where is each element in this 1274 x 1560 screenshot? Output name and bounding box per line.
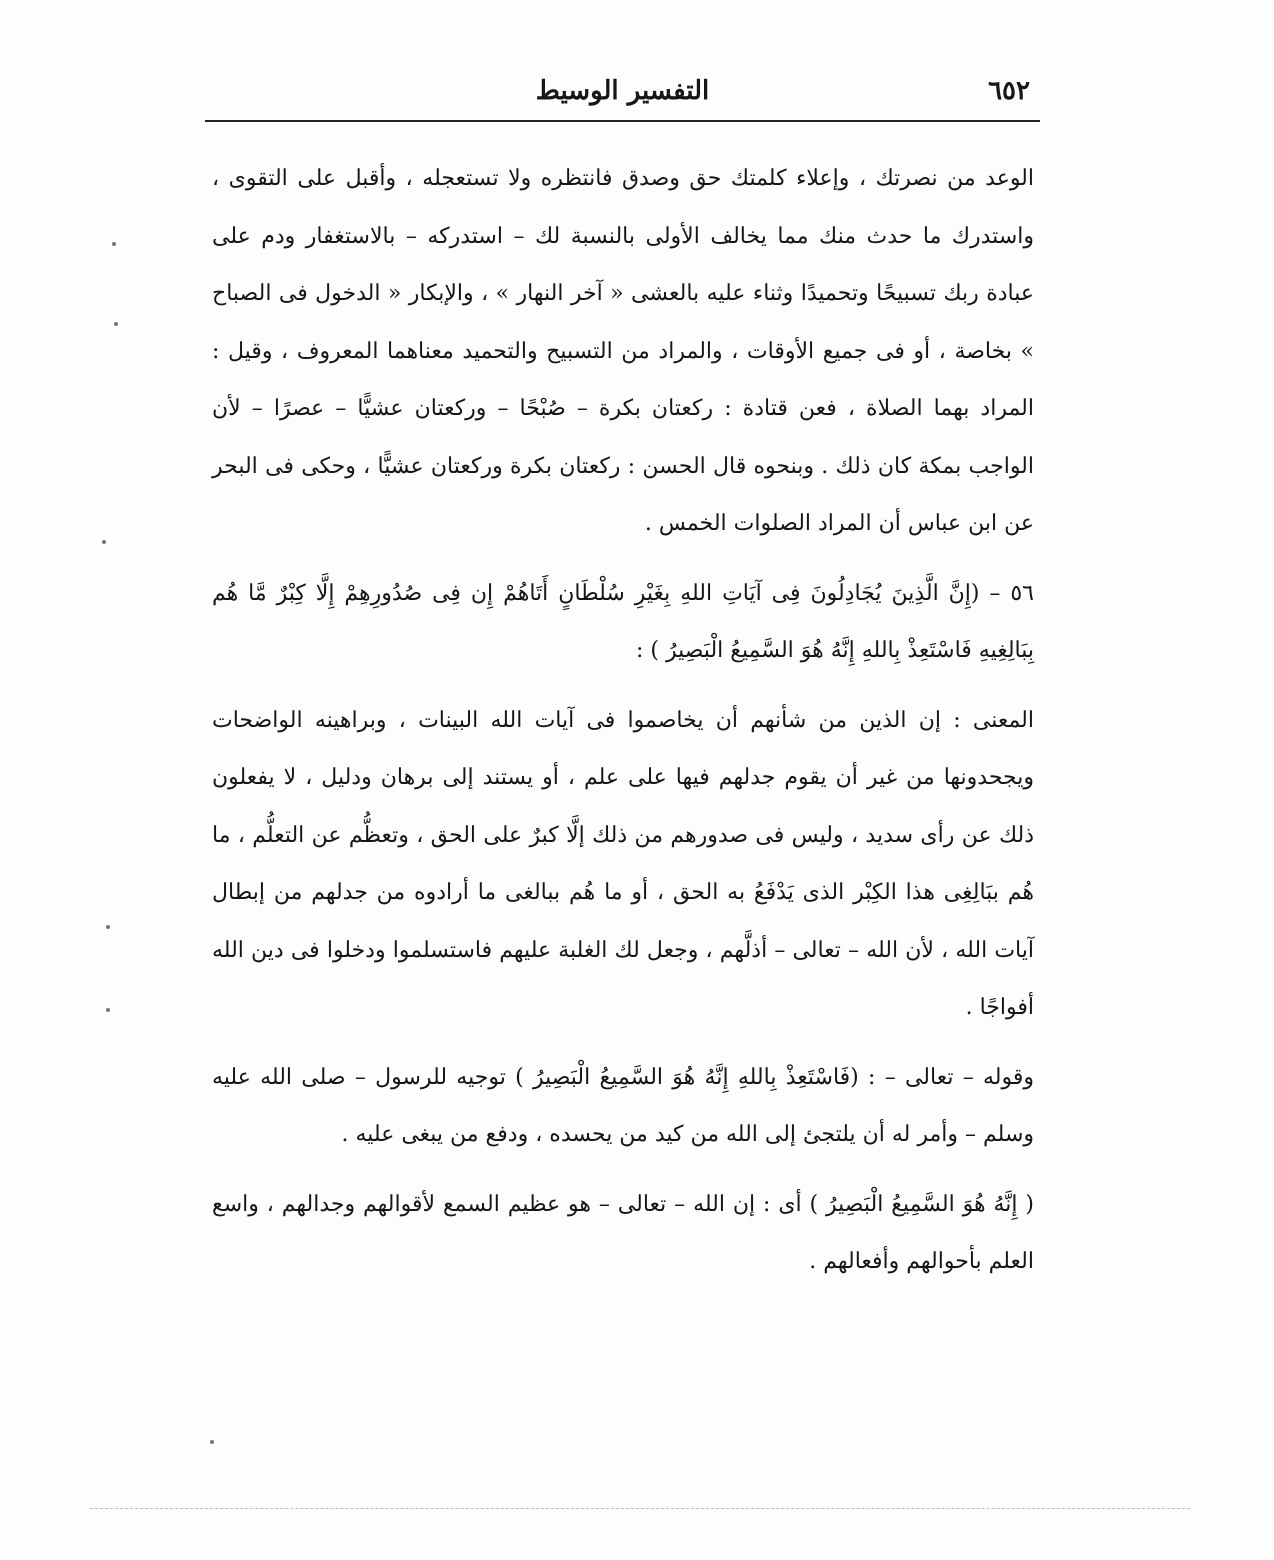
- scan-speck: [102, 540, 106, 544]
- paragraph-commentary-2: وقوله – تعالى – : (فَاسْتَعِذْ بِاللهِ إِنَّهُ هُوَ السَّمِيعُ الْبَصِيرُ ) توجيه للرسول – صلى الله عليه وسلم – وأمر له أن يلتجئ إلى الله من كيد من يحسده ، ودفع من يبغى عليه .: [212, 1064, 1034, 1147]
- header-rule: [205, 120, 1040, 122]
- page-number: ٦٥٢: [988, 76, 1030, 106]
- page-body: [212, 150, 1034, 1291]
- paragraph-verse-56: ٥٦ – (إِنَّ الَّذِينَ يُجَادِلُونَ فِى آيَاتِ اللهِ بِغَيْرِ سُلْطَانٍ أَتَاهُمْ إِن فِى صُدُورِهِمْ إِلَّا كِبْرٌ مَّا هُم بِبَالِغِيهِ فَاسْتَعِذْ بِاللهِ إِنَّهُ هُوَ السَّمِيعُ الْبَصِيرُ ) :: [212, 580, 1034, 663]
- scan-speck: [210, 1440, 214, 1444]
- running-title: التفسير الوسيط: [535, 76, 710, 106]
- paragraph-meaning: المعنى : إن الذين من شأنهم أن يخاصموا فى آيات الله البينات ، وبراهينه الواضحات ويجحدونها من غير أن يقوم جدلهم فيها على علم ، أو يستند إلى برهان ودليل ، لا يفعلون ذلك عن رأى سديد ، وليس فى صدورهم من ذلك إلَّا كبرٌ على الحق ، وتعظُّم عن التعلُّم ، ما هُم ببَالِغِى هذا الكِبْر الذى يَدْفَعُ به الحق ، أو ما هُم ببالغى ما أرادوه من جدلهم من إبطال آيات الله ، لأن الله – تعالى – أذلَّهم ، وجعل لك الغلبة عليهم فاستسلموا ودخلوا فى دين الله أفواجًا .: [212, 707, 1034, 1020]
- scan-bottom-edge: [90, 1508, 1190, 1509]
- scan-speck: [114, 322, 118, 326]
- paragraph-commentary-1: الوعد من نصرتك ، وإعلاء كلمتك حق وصدق فانتظره ولا تستعجله ، وأقبل على التقوى ، واستدرك ما حدث منك مما يخالف الأولى بالنسبة لك – استدركه – بالاستغفار ودم على عبادة ربك تسبيحًا وتحميدًا وثناء عليه بالعشى « آخر النهار » ، والإبكار « الدخول فى الصباح » بخاصة ، أو فى جميع الأوقات ، والمراد من التسبيح والتحميد معناهما المعروف ، وقيل : المراد بهما الصلاة ، فعن قتادة : ركعتان بكرة – صُبْحًا – وركعتان عشيًّا – عصرًا – لأن الواجب بمكة كان ذلك . وبنحوه قال الحسن : ركعتان بكرة وركعتان عشيًّا ، وحكى فى البحر عن ابن عباس أن المراد الصلوات الخمس .: [212, 166, 1034, 536]
- page-header: [205, 70, 1040, 118]
- scan-speck: [112, 242, 116, 246]
- paragraph-commentary-3: ( إِنَّهُ هُوَ السَّمِيعُ الْبَصِيرُ ) أى : إن الله – تعالى – هو عظيم السمع لأقوالهم وجدالهم ، واسع العلم بأحوالهم وأفعالهم .: [212, 1191, 1034, 1274]
- scan-speck: [106, 1008, 110, 1012]
- scan-speck: [106, 925, 110, 929]
